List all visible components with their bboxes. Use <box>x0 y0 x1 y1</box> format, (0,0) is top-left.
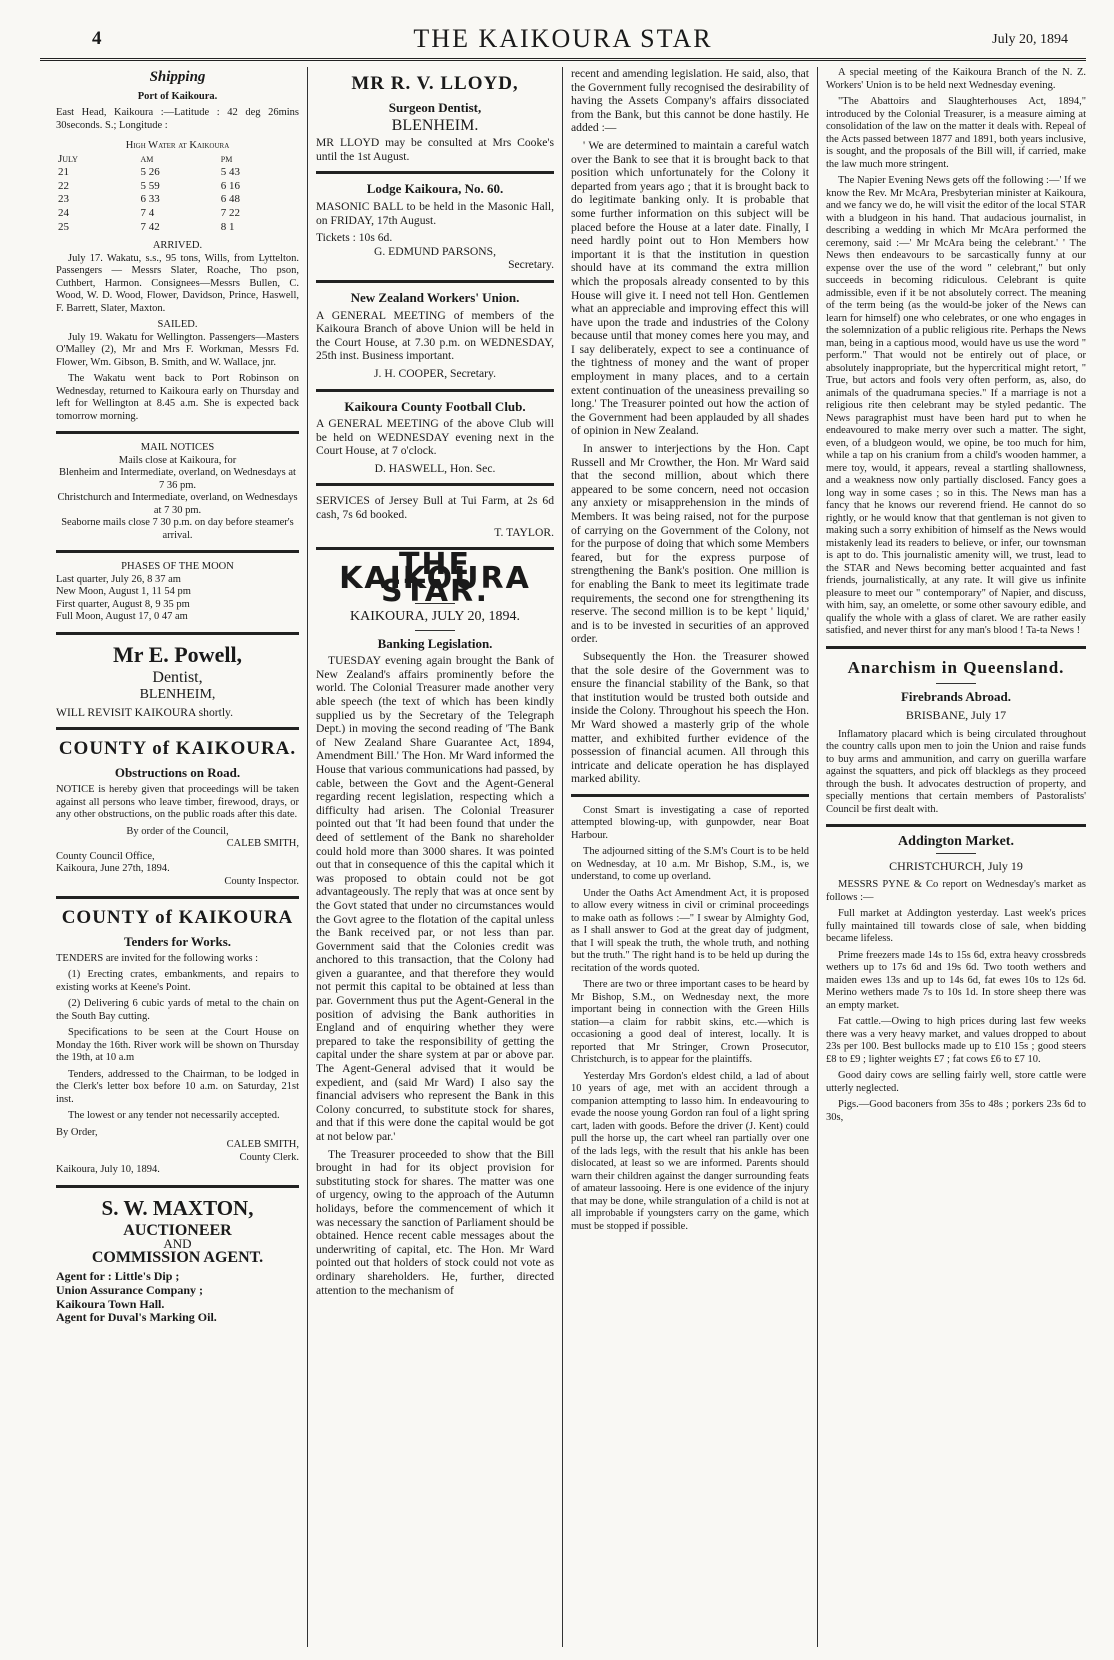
maxton-l1: AUCTIONEER <box>123 1221 232 1239</box>
moon-line: Full Moon, August 17, 0 47 am <box>56 611 188 623</box>
divider <box>826 646 1086 649</box>
maxton-agent: Agent for : Little's Dip ; <box>56 1269 180 1284</box>
divider <box>56 896 299 899</box>
local-item: The Napier Evening News gets off the following :—' If we know the Rev. Mr McAra, Presbyterian minister at Kaikoura, and we fancy we do, he will visit the editor of the local STAR with a bludgeon in his hand. That audacious journalist, in describing a wedding in which Mr McAra performed the ceremony, said :—' Mr McAra being the celebrant.' ' The News then endeavours to be sarcastically funny at our expense over the use of the word " celebrant," but only succeeds in becoming ridiculous. Celebrant is quite admissible, even if it be not absolutely correct. The meaning of the term being (as the would-be joker of the News can learn for himself) one who celebrates, or one who engages in the solemnization of a public religious rite. Perhaps the News man, being in a captious mood, would have us use the word " perform." That would not be entirely out of place, or absolutely inappropriate, but the hypercritical might retort, " True, but actors and fools very often perform, as, also, do animals of the quadrumana species." If a marriage is not a religious rite then celebrant may be styled pedantic. The News paragraphist must have been hard put to when he endeavoured to make merry over such a matter. The sight, even, of a bludgeon would, we opine, be too much for him, while a tap on his cranium from a child's wooden hammer, a mere toy, would, it appears, reveal a startling shallowness, and a weakness now only partially disclosed. Fancy goes a long way in some cases ; so in this. The News man has a fancy that he knows our reverend friend. He cannot do so rightly, or he would know that that gentleman is not given to making such a sorry exhibition of himself as the News would mistakenly lead its readers to believe, or infer, our townsman is apt to do. This journalistic amenity will, we trust, lead to the STAR and News becoming better acquainted and fast friends, journalistically, at any rate. It will give us infinite pleasure to meet our " contemporary" of Napier, and discuss, with him, say, an omelette, or some other savoury edible, and qualify the whole with a glass of claret. We are rather easily satisfied, and never thirst for any man's blood ! Ta-ta News ! <box>826 175 1086 636</box>
port-heading: Port of Kaikoura. <box>137 90 218 102</box>
lloyd-title: Surgeon Dentist, <box>388 100 482 115</box>
newspaper-title: THE KAIKOURA STAR <box>413 24 713 53</box>
anarchism-sub: Firebrands Abroad. <box>900 688 1012 704</box>
powell-place: BLENHEIM, <box>139 687 216 703</box>
county2-item: (1) Erecting crates, embankments, and repairs to existing works at Keene's Point. <box>56 969 299 993</box>
divider <box>56 727 299 730</box>
tide-cell: 24 <box>58 206 69 219</box>
county1-name: CALEB SMITH, <box>226 838 299 850</box>
tide-cell: 7 4 <box>140 206 155 219</box>
divider <box>415 630 455 631</box>
sailed-text: July 19. Wakatu for Wellington. Passengers—Masters O'Malley (2), Mr and Mrs F. Workman, Messrs Fd. Flower, Wm. Gibson, B. Smith, and W. Wallace, jnr. <box>56 331 299 368</box>
column-1 <box>40 67 299 1647</box>
moon-line: First quarter, August 8, 9 35 pm <box>56 598 190 610</box>
county1-sub: Obstructions on Road. <box>114 765 241 781</box>
lloyd-place: BLENHEIM. <box>391 116 479 134</box>
tide-heading: High Water at Kaikoura <box>125 140 230 152</box>
arrived-heading: ARRIVED. <box>152 240 203 252</box>
maxton-agent: Union Assurance Company ; <box>56 1283 204 1297</box>
tide-col-header: pm <box>220 152 233 165</box>
moon-line: Last quarter, July 26, 8 37 am <box>56 573 181 585</box>
workers-heading: New Zealand Workers' Union. <box>350 289 520 305</box>
anarchism-heading: Anarchism in Queensland. <box>847 657 1065 677</box>
tide-cell: 8 1 <box>220 220 235 233</box>
tide-cell: 6 48 <box>220 193 240 206</box>
divider <box>316 280 554 283</box>
page-number: 4 <box>92 28 102 49</box>
column-2 <box>307 67 554 1647</box>
mail-heading: MAIL NOTICES <box>140 442 215 454</box>
anarchism-dateline: BRISBANE, July 17 <box>905 708 1007 723</box>
mail-line: Christchurch and Intermediate, overland, on Wednesdays at 7 30 pm. <box>57 492 298 516</box>
local-item: Const Smart is investigating a case of reported attempted blowing-up, with gunpowder, near Boat Harbour. <box>571 804 809 841</box>
local-item: Yesterday Mrs Gordon's eldest child, a lad of about 10 years of age, met with an accident through a companion attempting to lasso him. In endeavouring to evade the noose young Gordon ran foul of a light spring cart, laden with goods. Before the driver (J. Kent) could pull the horse up, the cart wheel ran partially over one of the lads legs, with the result that his ankle has been dislocated, at least so we are informed. Parents should warn their children against the danger surrounding feats of amateur lassooing. Here is one evidence of the injury that may be done, while strangulation of a child is not at all improbable if youngsters carry on the game, which must be stopped if possible. <box>571 1070 809 1232</box>
local-item: "The Abattoirs and Slaughterhouses Act, 1894," introduced by the Colonial Treasurer, is a measure aiming at consolidation of the law on the matter it deals with. Repeal of the Acts passed between 1877 and 1891, both years inclusive, is sought, and the proposals of the Bill will, if carried, make the law much more stringent. <box>826 96 1086 170</box>
moon-line: New Moon, August 1, 11 54 pm <box>56 586 191 598</box>
tide-col-header: July <box>58 152 78 165</box>
mail-line: Seaborne mails close 7 30 p.m. on day before steamer's arrival. <box>61 517 294 541</box>
market-dateline: CHRISTCHURCH, July 19 <box>889 858 1023 873</box>
lodge-name: G. EDMUND PARSONS, <box>374 244 496 258</box>
divider <box>316 171 554 174</box>
shipping-heading: Shipping <box>149 69 206 85</box>
tide-cell: 5 59 <box>140 179 160 192</box>
masthead-rule <box>40 58 1086 61</box>
mail-line: Mails close at Kaikoura, for <box>118 454 237 466</box>
market-line: Fat cattle.—Owing to high prices during last few weeks there was a very heavy market, and values dropped to about 23s per 100. Best bullocks made up to £10 15s ; good steers £8 to £9 ; lighter weights £7 ; fat cows £6 to £7 10. <box>826 1016 1086 1065</box>
column-3 <box>562 67 809 1647</box>
county2-name: CALEB SMITH, <box>226 1139 299 1151</box>
divider <box>316 389 554 392</box>
maxton-l2: AND <box>163 1236 192 1252</box>
tide-cell: 22 <box>58 179 69 192</box>
tide-col-header: am <box>140 152 154 165</box>
local-item: The adjourned sitting of the S.M's Court is to be held on Wednesday, at 10 a.m. Mr Bishop, S.M., is, we understand, to come up overland. <box>571 846 809 883</box>
county1-heading: COUNTY of KAIKOURA. <box>58 738 297 760</box>
market-line: MESSRS PYNE & Co report on Wednesday's market as follows :— <box>826 879 1086 903</box>
divider <box>571 794 809 797</box>
tide-cell: 5 43 <box>220 166 240 179</box>
divider <box>826 824 1086 827</box>
lloyd-name: MR R. V. LLOYD, <box>351 73 519 94</box>
football-text: A GENERAL MEETING of the above Club will be held on WEDNESDAY evening next in the Court House, at 7 o'clock. <box>316 417 554 458</box>
lodge-heading: Lodge Kaikoura, No. 60. <box>366 181 504 197</box>
maxton-l3: COMMISSION AGENT. <box>91 1248 264 1266</box>
moon-heading: PHASES OF THE MOON <box>121 561 234 573</box>
masthead <box>40 24 1086 54</box>
anarchism-text: Inflamatory placard which is being circulated throughout the country calls upon men to join the Union and raise funds to buy arms and ammunition, and carry on guerilla warfare against the squatters, and pick off blacklegs as they proceed through the bush. It advocates destruction of property, and specially mentions that certain members of Pastoralists' Council be first dealt with. <box>826 728 1086 815</box>
tide-cell: 23 <box>58 193 69 206</box>
issue-date: July 20, 1894 <box>992 32 1068 47</box>
market-line: Pigs.—Good baconers from 35s to 48s ; porkers 23s 6d to 30s, <box>826 1099 1086 1123</box>
lodge-role: Secretary. <box>508 258 554 272</box>
arrived-text: July 17. Wakatu, s.s., 95 tons, Wills, from Lyttelton. Passengers — Messrs Slater, Roache, Tho pson, Cuthbert, Harmon. Consignees—Messrs Bullen, C. Wood, W. D. Wood, Flower, Davidson, Prince, Haswell, F. Barrett, Slater, Maxton. <box>56 252 299 314</box>
workers-name: J. H. COOPER, Secretary. <box>374 366 496 380</box>
column-4 <box>817 67 1086 1647</box>
taylor-name: T. TAYLOR. <box>494 525 554 539</box>
market-line: Good dairy cows are selling fairly well, store cattle were utterly neglected. <box>826 1070 1086 1094</box>
county2-tenders: Tenders, addressed to the Chairman, to be lodged in the Clerk's letter box before 10 a.m. on Saturday, 21st inst. <box>56 1068 299 1105</box>
maxton-name: S. W. MAXTON, <box>101 1195 254 1220</box>
lodge-tickets: Tickets : 10s 6d. <box>316 231 393 245</box>
editorial-paragraph: In answer to interjections by the Hon. Capt Russell and Mr Crowther, the Hon. Mr Ward said that the second million, about which there appeared to be some concern, need not occasion any anxiety or misapprehension in the minds of Members. It was being raised, not for the purpose of carrying on the Government of the Colony, not for the purpose of doing that which some Members feared, but for the express purpose of strengthening the Bank's position. One million is for enabling the Bank to meet its legitimate trade requirements, the second one for strengthening its reserve. The second million is to be kept ' liquid,' and is to be invested in securities of an approved order. <box>571 442 809 646</box>
tide-cell: 21 <box>58 166 69 179</box>
editorial-paragraph: Subsequently the Hon. the Treasurer showed that the sole desire of the Government was to ensure the financial stability of the Bank, so that that institution would be trusted both outside and inside the Colony. Throughout his speech the Hon. Mr Ward showed a masterly grip of the whole matter, and exhibited further evidence of the possession of financial acumen. All through this intricate and delicate operation he has displayed marked ability. <box>571 649 809 786</box>
county2-intro: TENDERS are invited for the following works : <box>56 952 259 964</box>
county1-role: County Inspector. <box>224 875 299 887</box>
editorial-paragraph: recent and amending legislation. He said, also, that the Government fully recognised the desirability of having the Assets Company's affairs dissociated from the Bank, but this cannot be done hastily. He added :— <box>571 67 809 135</box>
divider <box>316 483 554 486</box>
county1-order: By order of the Council, <box>126 825 229 837</box>
editorial-paragraph: The Treasurer proceeded to show that the Bill brought in had for its object provision for substituting stock for shares. The matter was one of urgency, owing to the approach of the Autumn holidays, before the commencement of which it was necessary the sanction of Parliament should be obtained. Hence recent cable messages about the underwriting of capital, etc. The Hon. Mr Ward pointed out that holders of stock could not vote as ordinary shareholders. He, further, directed attention to the mechanism of <box>316 1147 554 1297</box>
county2-order: By Order, <box>56 1126 98 1138</box>
tide-cell: 6 33 <box>140 193 160 206</box>
county1-office: County Council Office, <box>56 850 155 862</box>
market-line: Full market at Addington yesterday. Last week's prices fully maintained till towards close of sale, when bidding became lifeless. <box>826 908 1086 945</box>
divider <box>56 431 299 434</box>
tide-cell: 7 22 <box>220 206 240 219</box>
football-name: D. HASWELL, Hon. Sec. <box>374 461 496 475</box>
editorial-dateline: KAIKOURA, JULY 20, 1894. <box>350 609 520 625</box>
editorial-heading: Banking Legislation. <box>377 635 493 651</box>
sailed-heading: SAILED. <box>157 319 198 331</box>
local-item: A special meeting of the Kaikoura Branch of the N. Z. Workers' Union is to be held next Wednesday evening. <box>826 67 1086 91</box>
tide-cell: 6 16 <box>220 179 240 192</box>
editorial-paragraph: ' We are determined to maintain a careful watch over the Bank to see that it is brought back to that position which unfortunately for the Colony it departed from years ago ; that it is brought back to do legitimate banking only. It is probable that some further information on this subject will be placed before the House at a later date. Finally, I need hardly point out to Hon Members how important it is that the institution in question should have at its command the extra million which the proposals already consented to by this House will give it. I need not tell Hon. Gentlemen what an appreciable and improving effect this will have upon the trade and industries of the Colony because until that money comes here you may, and I say deliberately, expect to see a continuance of the tightness of money and the want of proper employment in many places, and to a certain extent continuation of the uneasiness prevailing so long.' The Treasurer pointed out how the action of the Government had been applauded by all shades of opinion in New Zealand. <box>571 138 809 438</box>
divider <box>936 683 976 684</box>
mail-line: Blenheim and Intermediate, overland, on Wednesdays at 7 36 pm. <box>59 467 296 491</box>
tide-cell: 5 26 <box>140 166 160 179</box>
market-line: Prime freezers made 14s to 15s 6d, extra heavy crossbreds wethers up to 17s 6d and 19s 6d. Two tooth wethers and maiden ewes 13s and up to 14s 6d, fat ewes 10s to 12s 6d. Merino wethers made 7s to 10s 1d. In store sheep there was an empty market. <box>826 949 1086 1011</box>
county2-lowest: The lowest or any tender not necessarily accepted. <box>68 1110 280 1122</box>
powell-text: WILL REVISIT KAIKOURA shortly. <box>56 705 234 719</box>
county1-text: NOTICE is hereby given that proceedings will be taken against all persons who leave timber, firewood, drays, or any other obstructions, on the public roads after this date. <box>56 784 299 821</box>
port-position: East Head, Kaikoura :—Latitude : 42 deg 26mins 30seconds. S.; Longitude : <box>56 107 299 131</box>
football-heading: Kaikoura County Football Club. <box>344 398 526 414</box>
workers-text: A GENERAL MEETING of members of the Kaikoura Branch of above Union will be held in the Court House, at 7.30 p.m. on WEDNESDAY, 25th inst. Business important. <box>316 308 554 363</box>
tide-cell: 7 42 <box>140 220 160 233</box>
maxton-agent: Agent for Duval's Marking Oil. <box>56 1310 217 1325</box>
local-item: There are two or three important cases to be heard by Mr Bishop, S.M., on Wednesday next, the more important being in connection with the Green Hills station—a claim for rabbit skins, etc.—which is occasioning a good deal of interest, locally. It is reported that Mr Stringer, Crown Prosecutor, Christchurch, is to appear for the plaintiffs. <box>571 979 809 1066</box>
lloyd-text: MR LLOYD may be consulted at Mrs Cooke's until the 1st August. <box>316 136 554 163</box>
county2-heading: COUNTY of KAIKOURA <box>61 907 294 929</box>
divider <box>936 853 976 854</box>
shipping-note: The Wakatu went back to Port Robinson on Wednesday, returned to Kaikoura early on Thursday and left for Wellington at 8.45 a.m. She is expected back tomorrow morning. <box>56 373 299 422</box>
powell-title: Dentist, <box>152 668 203 686</box>
lodge-text: MASONIC BALL to be held in the Masonic Hall, on FRIDAY, 17th August. <box>316 199 554 227</box>
powell-name: Mr E. Powell, <box>112 641 243 667</box>
local-item: Under the Oaths Act Amendment Act, it is proposed to allow every witness in civil or criminal proceedings to make oath as follows :—" I swear by Almighty God, as I shall answer to God at the great day of judgment, that I will speak the truth, the whole truth, and nothing but the truth." The right hand is to be held up during the recitation of the words quoted. <box>571 887 809 974</box>
market-heading: Addington Market. <box>898 834 1014 850</box>
maxton-agent: Kaikoura Town Hall. <box>56 1296 165 1311</box>
county2-date: Kaikoura, July 10, 1894. <box>56 1164 160 1176</box>
divider <box>56 550 299 553</box>
county2-role: County Clerk. <box>239 1151 299 1163</box>
editorial-masthead: THE KAIKOURA STAR. <box>339 547 531 610</box>
editorial-paragraph: TUESDAY evening again brought the Bank of New Zealand's affairs prominently before the world. The Colonial Treasurer made another very able speech (the text of which has been kindly supplied us by the Secretary of the Telegraph Dept.) in moving the second reading of 'The Bank of New Zealand Share Guarantee Act, 1894, Amendment Bill.' The Hon. Mr Ward informed the House that various communications had passed, by cable, between the Govt and the Agent-General regarding recent legislation, respecting which a difficulty had arisen. The Colonial Treasurer pointed out that 'It had been found that under the deed of settlement of the Bank no shareholder could hold more than 3000 shares. It was pointed out that in consequence of this the capital which it was proposed to obtain could not be got advantageously. The reply that was at once sent by the Govt stated that under no circumstances would the Govt agree to the flotation of the capital unless the Bank received par, or not less than par. Government said that the Colonies credit was anchored to this transaction, that the Colony had given a guarantee, and that therefore they would not permit this capital to be obtained at less than par. Government thus put the Agent-General in the position of advising the Bank authorities in England and of enquiring whether they were prepared to take the responsibility of getting the capital under the share system at par or above par. The Agent-General advised that it would be expedient, and (said Mr Ward) I also say the financial advisers who represent the Bank in this Colony concurred, to substitute stock for shares, and that if this were done the capital would be got at not below par.' <box>316 654 554 1143</box>
county2-sub: Tenders for Works. <box>123 934 232 950</box>
tide-table <box>56 153 299 235</box>
county2-spec: Specifications to be seen at the Court House on Monday the 16th. River work will be shown on Thursday the 19th, at 10 a.m <box>56 1027 299 1064</box>
divider <box>56 1185 299 1188</box>
tide-cell: 25 <box>58 220 69 233</box>
county1-date: Kaikoura, June 27th, 1894. <box>56 863 170 875</box>
taylor-text: SERVICES of Jersey Bull at Tui Farm, at 2s 6d cash, 7s 6d booked. <box>316 494 554 522</box>
divider <box>56 632 299 635</box>
county2-item: (2) Delivering 6 cubic yards of metal to the chain on the South Bay cutting. <box>56 998 299 1022</box>
